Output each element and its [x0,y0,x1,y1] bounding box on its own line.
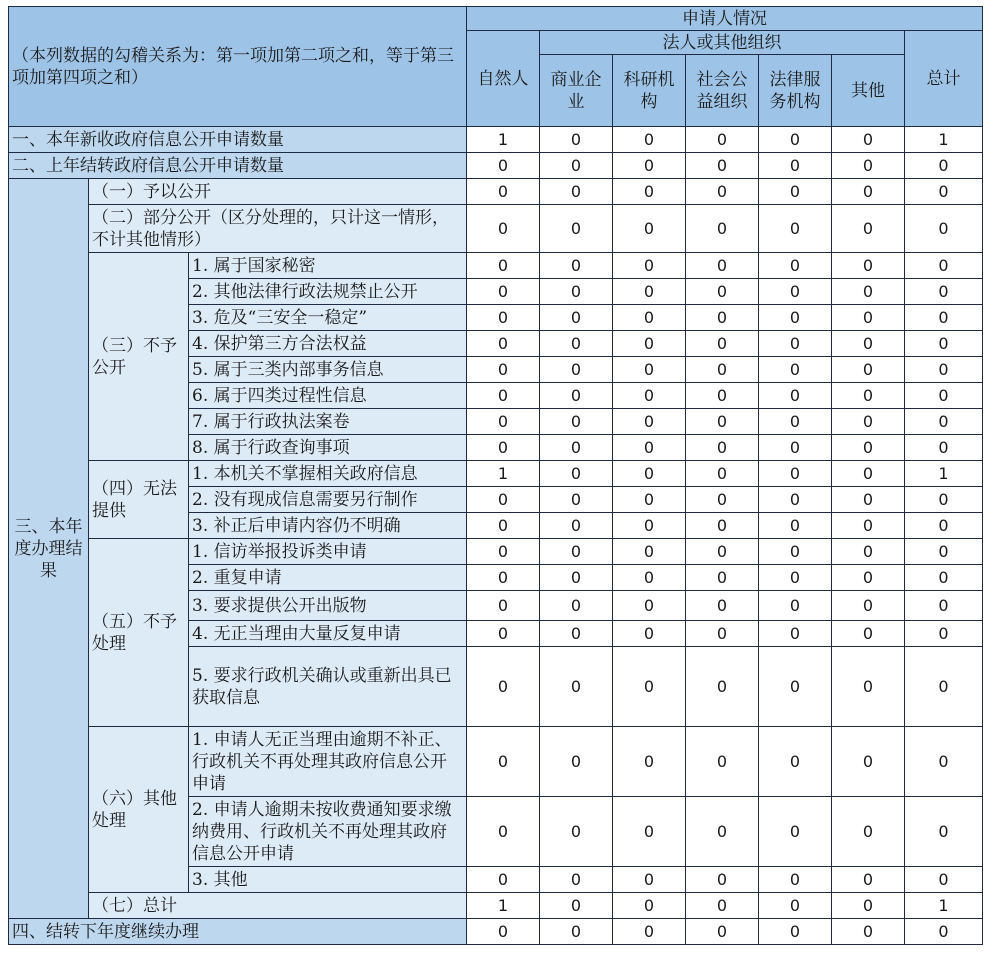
header-org-legal-service: 法律服务机构 [759,55,832,127]
section-label: 三、本年度办理结果 [9,179,89,919]
value-welfare: 0 [686,893,759,919]
value-research: 0 [613,565,686,591]
value-commercial: 0 [540,127,613,153]
value-research: 0 [613,487,686,513]
value-natural-person: 0 [467,331,540,357]
value-other: 0 [832,647,905,727]
value-total: 0 [905,279,983,305]
row-label: 3. 补正后申请内容仍不明确 [189,513,467,539]
value-legal-service: 0 [759,331,832,357]
value-legal-service: 0 [759,539,832,565]
value-total: 1 [905,461,983,487]
value-legal-service: 0 [759,305,832,331]
row-label: 3. 其他 [189,867,467,893]
value-other: 0 [832,591,905,621]
row-label: （一）予以公开 [89,179,467,205]
header-note: （本列数据的勾稽关系为：第一项加第二项之和，等于第三项加第四项之和） [9,7,467,127]
value-legal-service: 0 [759,727,832,797]
value-other: 0 [832,179,905,205]
value-welfare: 0 [686,539,759,565]
value-total: 0 [905,727,983,797]
value-other: 0 [832,565,905,591]
value-commercial: 0 [540,893,613,919]
value-natural-person: 0 [467,487,540,513]
value-welfare: 0 [686,357,759,383]
value-total: 0 [905,305,983,331]
table-row [9,727,983,797]
value-natural-person: 0 [467,621,540,647]
value-research: 0 [613,647,686,727]
header-org-research: 科研机构 [613,55,686,127]
value-legal-service: 0 [759,647,832,727]
value-total: 0 [905,409,983,435]
value-other: 0 [832,797,905,867]
value-natural-person: 0 [467,867,540,893]
value-other: 0 [832,305,905,331]
row-label: 1. 申请人无正当理由逾期不补正、行政机关不再处理其政府信息公开申请 [189,727,467,797]
value-legal-service: 0 [759,487,832,513]
row-label: 5. 属于三类内部事务信息 [189,357,467,383]
value-natural-person: 0 [467,591,540,621]
header-total: 总计 [905,31,983,127]
row-label: 7. 属于行政执法案卷 [189,409,467,435]
value-other: 0 [832,253,905,279]
value-natural-person: 0 [467,153,540,179]
value-welfare: 0 [686,305,759,331]
row-label: 8. 属于行政查询事项 [189,435,467,461]
value-other: 0 [832,461,905,487]
value-welfare: 0 [686,435,759,461]
value-commercial: 0 [540,919,613,945]
value-other: 0 [832,487,905,513]
value-commercial: 0 [540,435,613,461]
value-commercial: 0 [540,279,613,305]
value-commercial: 0 [540,409,613,435]
row-label: 1. 本机关不掌握相关政府信息 [189,461,467,487]
value-welfare: 0 [686,647,759,727]
value-welfare: 0 [686,153,759,179]
value-welfare: 0 [686,513,759,539]
report-table-container [8,6,983,945]
header-legal-group: 法人或其他组织 [540,31,905,55]
value-welfare: 0 [686,409,759,435]
value-legal-service: 0 [759,253,832,279]
value-welfare: 0 [686,565,759,591]
value-other: 0 [832,539,905,565]
value-welfare: 0 [686,621,759,647]
value-commercial: 0 [540,797,613,867]
value-total: 0 [905,383,983,409]
value-legal-service: 0 [759,383,832,409]
value-welfare: 0 [686,253,759,279]
value-other: 0 [832,727,905,797]
row-label: 1. 属于国家秘密 [189,253,467,279]
value-natural-person: 0 [467,919,540,945]
value-total: 0 [905,565,983,591]
section-label: 二、上年结转政府信息公开申请数量 [9,153,467,179]
table-row [9,461,983,487]
row-label: （二）部分公开（区分处理的，只计这一情形，不计其他情形） [89,205,467,253]
header-org-commercial: 商业企业 [540,55,613,127]
value-legal-service: 0 [759,461,832,487]
value-welfare: 0 [686,331,759,357]
group-label: （三）不予公开 [89,253,189,461]
value-research: 0 [613,253,686,279]
value-natural-person: 0 [467,647,540,727]
value-legal-service: 0 [759,127,832,153]
row-label: 2. 其他法律行政法规禁止公开 [189,279,467,305]
value-total: 0 [905,435,983,461]
value-other: 0 [832,893,905,919]
value-natural-person: 0 [467,205,540,253]
row-label: 5. 要求行政机关确认或重新出具已获取信息 [189,647,467,727]
group-label: （四）无法提供 [89,461,189,539]
value-welfare: 0 [686,461,759,487]
value-natural-person: 0 [467,383,540,409]
value-other: 0 [832,621,905,647]
value-natural-person: 0 [467,409,540,435]
value-research: 0 [613,461,686,487]
value-natural-person: 0 [467,253,540,279]
value-other: 0 [832,331,905,357]
value-total: 0 [905,591,983,621]
value-legal-service: 0 [759,153,832,179]
header-org-welfare: 社会公益组织 [686,55,759,127]
value-natural-person: 1 [467,461,540,487]
value-research: 0 [613,621,686,647]
value-welfare: 0 [686,179,759,205]
value-other: 0 [832,435,905,461]
value-legal-service: 0 [759,797,832,867]
value-welfare: 0 [686,919,759,945]
value-other: 0 [832,513,905,539]
value-other: 0 [832,919,905,945]
value-commercial: 0 [540,179,613,205]
value-commercial: 0 [540,621,613,647]
value-legal-service: 0 [759,279,832,305]
value-research: 0 [613,867,686,893]
value-legal-service: 0 [759,893,832,919]
row-label: 2. 重复申请 [189,565,467,591]
table-row [9,893,983,919]
value-legal-service: 0 [759,409,832,435]
value-total: 0 [905,331,983,357]
header-applicant-situation: 申请人情况 [467,7,983,31]
table-row [9,205,983,253]
value-total: 1 [905,127,983,153]
value-natural-person: 1 [467,893,540,919]
value-welfare: 0 [686,127,759,153]
table-row [9,153,983,179]
row-label: 4. 无正当理由大量反复申请 [189,621,467,647]
value-natural-person: 0 [467,179,540,205]
value-research: 0 [613,539,686,565]
value-total: 0 [905,487,983,513]
table-row [9,179,983,205]
value-commercial: 0 [540,591,613,621]
value-commercial: 0 [540,331,613,357]
value-total: 0 [905,205,983,253]
value-commercial: 0 [540,357,613,383]
value-total: 0 [905,153,983,179]
group-label: （六）其他处理 [89,727,189,893]
value-total: 0 [905,647,983,727]
value-welfare: 0 [686,867,759,893]
value-natural-person: 0 [467,565,540,591]
value-legal-service: 0 [759,867,832,893]
row-label: 6. 属于四类过程性信息 [189,383,467,409]
value-research: 0 [613,127,686,153]
value-research: 0 [613,153,686,179]
value-legal-service: 0 [759,919,832,945]
value-welfare: 0 [686,487,759,513]
value-natural-person: 0 [467,513,540,539]
value-total: 0 [905,621,983,647]
row-label: 4. 保护第三方合法权益 [189,331,467,357]
value-research: 0 [613,305,686,331]
header-natural-person: 自然人 [467,31,540,127]
value-total: 1 [905,893,983,919]
value-total: 0 [905,919,983,945]
value-commercial: 0 [540,253,613,279]
value-welfare: 0 [686,279,759,305]
value-research: 0 [613,357,686,383]
value-legal-service: 0 [759,565,832,591]
value-other: 0 [832,153,905,179]
value-research: 0 [613,279,686,305]
value-research: 0 [613,893,686,919]
row-label: 2. 申请人逾期未按收费通知要求缴纳费用、行政机关不再处理其政府信息公开申请 [189,797,467,867]
value-other: 0 [832,279,905,305]
row-label: 2. 没有现成信息需要另行制作 [189,487,467,513]
value-research: 0 [613,205,686,253]
value-natural-person: 0 [467,305,540,331]
table-row [9,127,983,153]
value-natural-person: 0 [467,279,540,305]
table-row [9,919,983,945]
value-legal-service: 0 [759,435,832,461]
value-other: 0 [832,357,905,383]
value-natural-person: 0 [467,797,540,867]
row-label: （七）总计 [89,893,467,919]
value-research: 0 [613,513,686,539]
value-legal-service: 0 [759,513,832,539]
value-natural-person: 0 [467,357,540,383]
value-other: 0 [832,409,905,435]
value-legal-service: 0 [759,179,832,205]
value-research: 0 [613,383,686,409]
header-org-other: 其他 [832,55,905,127]
value-research: 0 [613,435,686,461]
value-commercial: 0 [540,867,613,893]
row-label: 3. 要求提供公开出版物 [189,591,467,621]
value-other: 0 [832,383,905,409]
section-label: 四、结转下年度继续办理 [9,919,467,945]
row-label: 1. 信访举报投诉类申请 [189,539,467,565]
value-welfare: 0 [686,727,759,797]
value-welfare: 0 [686,205,759,253]
section-label: 一、本年新收政府信息公开申请数量 [9,127,467,153]
value-commercial: 0 [540,383,613,409]
value-total: 0 [905,179,983,205]
table-body [9,7,983,945]
value-commercial: 0 [540,305,613,331]
table-row [9,253,983,279]
value-total: 0 [905,253,983,279]
value-legal-service: 0 [759,591,832,621]
value-welfare: 0 [686,383,759,409]
group-label: （五）不予处理 [89,539,189,727]
value-research: 0 [613,179,686,205]
row-label: 3. 危及“三安全一稳定” [189,305,467,331]
value-commercial: 0 [540,565,613,591]
value-commercial: 0 [540,727,613,797]
value-commercial: 0 [540,205,613,253]
value-legal-service: 0 [759,357,832,383]
value-research: 0 [613,591,686,621]
value-other: 0 [832,867,905,893]
value-natural-person: 0 [467,435,540,461]
disclosure-statistics-table [8,6,983,945]
value-research: 0 [613,797,686,867]
value-total: 0 [905,513,983,539]
value-research: 0 [613,409,686,435]
value-research: 0 [613,727,686,797]
value-natural-person: 0 [467,727,540,797]
value-research: 0 [613,331,686,357]
value-total: 0 [905,539,983,565]
value-legal-service: 0 [759,621,832,647]
value-natural-person: 0 [467,539,540,565]
value-commercial: 0 [540,153,613,179]
value-welfare: 0 [686,797,759,867]
value-other: 0 [832,127,905,153]
value-legal-service: 0 [759,205,832,253]
value-commercial: 0 [540,461,613,487]
value-natural-person: 1 [467,127,540,153]
table-row [9,539,983,565]
value-total: 0 [905,797,983,867]
value-research: 0 [613,919,686,945]
value-commercial: 0 [540,647,613,727]
value-other: 0 [832,205,905,253]
value-commercial: 0 [540,487,613,513]
value-total: 0 [905,357,983,383]
value-commercial: 0 [540,539,613,565]
value-commercial: 0 [540,513,613,539]
value-welfare: 0 [686,591,759,621]
value-total: 0 [905,867,983,893]
